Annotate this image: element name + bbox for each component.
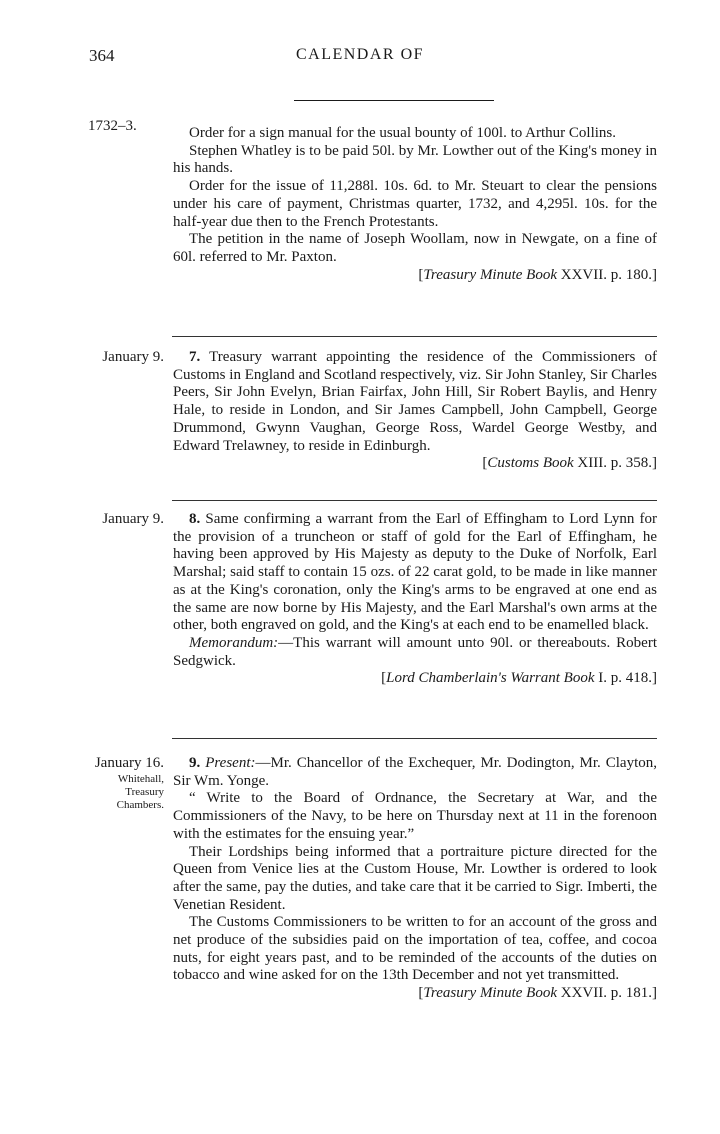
citation: [Lord Chamberlain's Warrant Book I. p. 418.] <box>381 670 657 687</box>
paragraph <box>173 349 657 455</box>
entry-7 <box>173 349 657 473</box>
citation-page: p. 418.] <box>610 670 657 687</box>
entry-number: 9. <box>189 755 201 771</box>
citation-page: p. 181.] <box>610 985 657 1002</box>
running-title: CALENDAR OF <box>295 46 425 63</box>
citation: [Customs Book XIII. p. 358.] <box>482 455 657 472</box>
citation-book: Treasury Minute Book <box>423 985 557 1002</box>
paragraph <box>173 755 657 790</box>
citation-volume: XXVII. <box>560 266 607 283</box>
present-label: Present: <box>205 755 256 771</box>
paragraph: Stephen Whatley is to be paid 50l. by Mr. Lowther out of the King's money in his hands. <box>173 142 657 177</box>
entry-text: Same confirming a warrant from the Earl of Effingham to Lord Lynn for the provision of a truncheon or staff of gold for the Earl of Effingham, he having been approved by His Majesty as deputy to the Duke of Norfolk, Earl Marshal; said staff to contain 15 ozs. of 22 carat gold, to be made in like manner as at the King's coronation, only the King's arms to be engraved at one end as the same are now borne by His Majesty, and the Earl Marshal's own arms at the other, both engraved on gold, and the King's at each end to be enamelled black. <box>173 511 657 634</box>
paragraph <box>173 511 657 635</box>
memorandum-text: —This warrant will amount unto 90l. or thereabouts. Robert Sedgwick. <box>173 634 657 669</box>
citation-page: p. 180.] <box>610 266 657 283</box>
citation-page: p. 358.] <box>610 455 657 472</box>
margin-year: 1732–3. <box>88 118 137 134</box>
memorandum <box>173 635 657 670</box>
entry-opening <box>173 125 657 284</box>
citation: [Treasury Minute Book XXVII. p. 180.] <box>418 266 657 283</box>
citation-volume: I. <box>598 670 607 687</box>
margin-date: January 16. <box>94 755 164 771</box>
citation-volume: XXVII. <box>560 985 607 1002</box>
citation-book: Lord Chamberlain's Warrant Book <box>386 670 595 687</box>
header-rule <box>294 100 494 101</box>
margin-place <box>74 773 164 812</box>
entry-8 <box>173 511 657 688</box>
paragraph: The Customs Commissioners to be written to for an account of the gross and net produce of the subsidies paid on the importation of tea, coffee, and cocoa nuts, for eight years past, and to be reminded of the accounts of the duties on tobacco and wine asked for on the 13th December and not yet transmitted. <box>173 914 657 984</box>
entry-number: 7. <box>189 349 201 365</box>
section-divider <box>172 500 657 501</box>
citation-volume: XIII. <box>577 455 607 472</box>
place-line: Whitehall, <box>117 773 164 785</box>
paragraph: “ Write to the Board of Ordnance, the Secretary at War, and the Commissioners of the Navy, to be here on Thursday next at 11 in the forenoon with the estimates for the ensuing year.” <box>173 790 657 842</box>
citation: [Treasury Minute Book XXVII. p. 181.] <box>418 985 657 1002</box>
entry-number: 8. <box>189 511 201 527</box>
paragraph: Order for the issue of 11,288l. 10s. 6d. to Mr. Steuart to clear the pensions under his care of payment, Christmas quarter, 1732, and 4,295l. 10s. for the half-year due then to the French Protestants. <box>173 178 657 230</box>
paragraph: Their Lordships being informed that a portraiture picture directed for the Queen from Venice lies at the Custom House, Mr. Lowther is ordered to look after the same, pay the duties, and take care that it be carried to Sigr. Imberti, the Venetian Resident. <box>173 843 657 913</box>
present-text: —Mr. Chancellor of the Exchequer, Mr. Dodington, Mr. Clayton, Sir Wm. Yonge. <box>173 755 658 789</box>
entry-9 <box>173 755 657 1003</box>
citation-book: Treasury Minute Book <box>423 266 557 283</box>
memorandum-label: Memorandum: <box>189 634 279 651</box>
citation-book: Customs Book <box>487 455 574 472</box>
paragraph: Order for a sign manual for the usual bounty of 100l. to Arthur Collins. <box>189 125 617 141</box>
margin-date: January 9. <box>102 511 164 527</box>
place-line: Chambers. <box>116 799 164 811</box>
page-number: 364 <box>89 46 115 65</box>
place-line: Treasury <box>125 786 164 798</box>
margin-date: January 9. <box>102 349 164 365</box>
section-divider <box>172 738 657 739</box>
paragraph: The petition in the name of Joseph Woollam, now in Newgate, on a fine of 60l. referred to Mr. Paxton. <box>173 231 657 265</box>
entry-text: Treasury warrant appointing the residence of the Commissioners of Customs in England and Scotland respectively, viz. Sir John Stanley, Sir Charles Peers, Sir John Evelyn, Brian Fairfax, John Hill, Sir Robert Baylis, and Henry Hale, to reside in London, and Sir James Campbell, John Campbell, George Drummond, Gwynn Vaughan, George Ross, Wardel George Westby, and Edward Trelawney, to reside in Edinburgh. <box>173 349 657 454</box>
section-divider <box>172 336 657 337</box>
